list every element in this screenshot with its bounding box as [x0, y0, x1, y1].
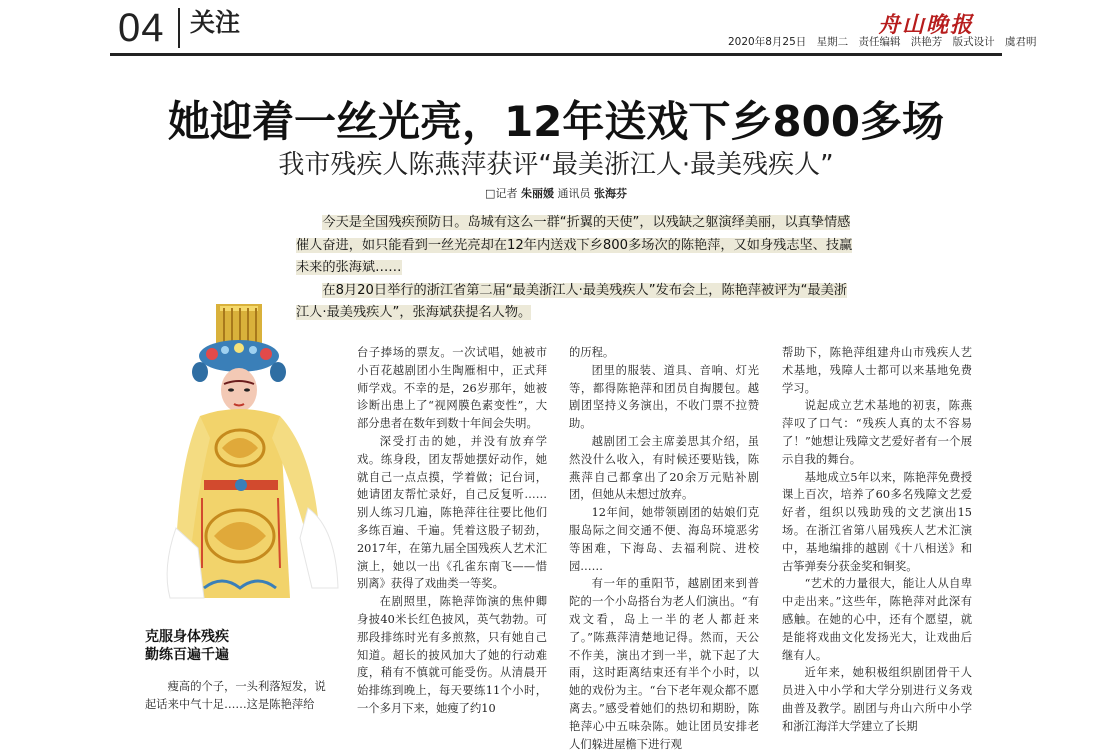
article-byline [110, 186, 1002, 202]
byline-reporter: 朱丽媛 [520, 187, 554, 200]
lead-paragraph-text: 今天是全国残疾预防日。岛城有这么一群“折翼的天使”，以残缺之躯演绎美丽，以真挚情感催人奋进，如只能看到一丝光亮却在12年内送戏下乡800多场次的陈艳萍，又如身残志坚、技赢未来的张海斌…… [296, 215, 853, 276]
byline-correspondent-label: 通讯员 [557, 187, 591, 200]
body-paragraph: 12年间，她带领剧团的姑娘们克服岛际之间交通不便、海岛环境恶劣等困难，下海岛、去福利院、进校园…… [569, 506, 759, 573]
subsection-heading-line: 克服身体残疾 [145, 629, 229, 645]
page-number-divider [178, 8, 180, 48]
subsection-heading [145, 628, 335, 664]
section-title: 关注 [190, 8, 241, 37]
lead-paragraph [296, 212, 856, 280]
article-column-3 [569, 344, 759, 751]
column-1-text: 瘦高的个子，一头利落短发，说起话来中气十足……这是陈艳萍给 [145, 680, 326, 711]
article-column-4 [782, 344, 972, 733]
masthead-rule [110, 53, 1002, 56]
subsection-heading-line: 勤练百遍千遍 [145, 647, 229, 663]
lead-paragraph [296, 280, 856, 325]
issue-info [728, 35, 1036, 49]
article-column-2 [357, 344, 547, 713]
designer-label: 版式设计 [952, 36, 995, 48]
body-paragraph: 越剧团工会主席姜思其介绍，虽然没什么收入，有时候还要贴钱，陈燕萍自己都拿出了20余万元贴补剧团，但她从未想过放弃。 [569, 434, 759, 502]
editor-name: 洪艳芳 [910, 36, 943, 48]
body-paragraph: 在剧照里，陈艳萍饰演的焦仲卿身披40米长红色披风，英气勃勃。可那段排练时光有多煎熬，只有她自己知道。超长的披风加大了她的行动难度，稍有不慎就可能受伤。从清晨开始排练到晚上，每天要练11个小时，一个多月下来，她瘦了约10 [357, 595, 547, 715]
body-paragraph: 有一年的重阳节，越剧团来到普陀的一个小岛搭台为老人们演出。“有戏文看，岛上一半的老人都赶来了。”陈燕萍清楚地记得。然而，天公不作美，演出才到一半，就下起了大雨，这时距离结束还有半个小时，以她的戏份为主。“台下老年观众都不愿离去。”感受着她们的热切和期盼，陈艳萍心中五味杂陈。她让团员安排老人们躲进屋檐下进行观 [569, 577, 759, 751]
newspaper-logo: 舟山晚报 [878, 12, 975, 38]
issue-date: 2020年8月25日 [728, 36, 807, 48]
byline-correspondent: 张海芬 [593, 187, 627, 200]
page-number: 04 [118, 6, 165, 50]
body-paragraph: 深受打击的她，并没有放弃学戏。练身段，团友帮她摆好动作，她就自己一点点摸，学着做；记台词，她请团友帮忙录好，自己反复听……别人练习几遍，陈艳萍往往要比他们多练百遍、千遍。凭着这股子韧劲，2017年，在第九届全国残疾人艺术汇演上，她以一出《孔雀东南飞——惜别离》获得了戏曲类一等奖。 [357, 434, 547, 591]
byline-prefix: □记者 [485, 187, 518, 200]
article-lead [296, 212, 856, 325]
article-headline: 她迎着一丝光亮，12年送戏下乡800多场 [167, 97, 945, 146]
body-paragraph: “艺术的力量很大，能让人从自卑中走出来。”这些年，陈艳萍对此深有感触。在她的心中，还有个愿望，就是能将戏曲文化发扬光大，让戏曲后继有人。 [782, 577, 972, 662]
designer-name: 虞君明 [1004, 36, 1037, 48]
issue-weekday: 星期二 [816, 36, 849, 48]
performer-photo [140, 298, 340, 608]
body-paragraph: 的历程。 [569, 346, 615, 359]
body-paragraph: 近年来，她积极组织剧团骨干人员进入中小学和大学分别进行义务戏曲普及教学。剧团与舟山六所中小学和浙江海洋大学建立了长期 [782, 666, 972, 733]
lead-paragraph-text: 在8月20日举行的浙江省第二届“最美浙江人·最美残疾人”发布会上，陈艳萍被评为“最美浙江人·最美残疾人”，张海斌获提名人物。 [296, 282, 847, 321]
body-paragraph: 台子捧场的票友。一次试唱，她被市小百花越剧团小生陶雁相中，正式拜师学戏。不幸的是，26岁那年，她被诊断出患上了“视网膜色素变性”，大部分患者在数年到数十年间会失明。 [357, 346, 547, 431]
body-paragraph: 团里的服装、道具、音响、灯光等，都得陈艳萍和团员自掏腰包。越剧团坚持义务演出，不收门票不拉赞助。 [569, 363, 759, 431]
article-subheadline: 我市残疾人陈燕萍获评“最美浙江人·最美残疾人” [278, 150, 834, 180]
body-paragraph: 说起成立艺术基地的初衷，陈燕萍叹了口气：“残疾人真的太不容易了！”她想让残障文艺爱好者有一个展示自我的舞台。 [782, 399, 972, 466]
body-paragraph: 帮助下，陈艳萍组建舟山市残疾人艺术基地，残障人士都可以来基地免费学习。 [782, 346, 972, 395]
body-paragraph: 基地成立5年以来，陈艳萍免费授课上百次，培养了60多名残障文艺爱好者，组织以残助残的文艺演出15场。在浙江省第八届残疾人艺术汇演中，基地编排的越剧《十八相送》和古筝弹奏分获金奖和铜奖。 [782, 470, 972, 573]
editor-label: 责任编辑 [858, 36, 901, 48]
